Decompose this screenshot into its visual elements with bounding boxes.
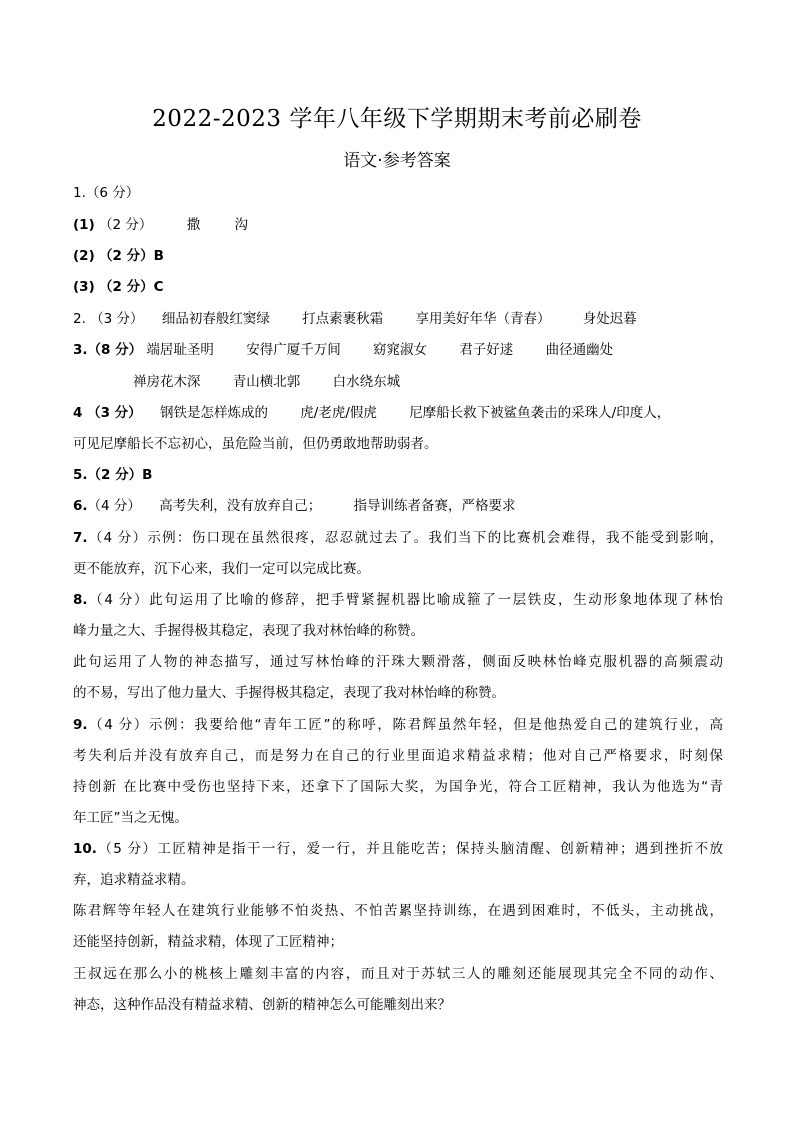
q1-sub1-num: (1) (73, 217, 95, 233)
q9-line-1 (73, 716, 723, 734)
q10-text-1: （5 分）工匠精神是指干一行，爱一行，并且能吃苦；保持头脑清醒、创新精神；遇到挫折不放 (96, 841, 723, 857)
q1-sub1 (73, 216, 723, 234)
q9-line-3: 持创新 在比赛中受伤也坚持下来，还拿下了国际大奖，为国争光，符合工匠精神，我认为他选为“青 (73, 779, 723, 795)
q8-line-3: 此句运用了人物的神态描写，通过写林怡峰的汗珠大颗滑落，侧面反映林怡峰克服机器的高频震动 (73, 654, 723, 670)
q9-text-1: （4 分）示例：我要给他“青年工匠”的称呼，陈君辉虽然年轻，但是他热爱自己的建筑行业，高 (87, 717, 723, 733)
q3-answer-8: 白水绕东城 (332, 374, 401, 390)
q2-answer-3: 享用美好年华（青春） (415, 311, 551, 327)
q3-answer-2: 安得广厦千万间 (246, 342, 341, 358)
q5-line (73, 466, 723, 484)
q1-sub3-text: （2 分）C (99, 279, 164, 295)
q2-answer-4: 身处迟暮 (582, 311, 637, 327)
q3-answer-3: 窈窕淑女 (373, 342, 428, 358)
q4-answer-3: 尼摩船长救下被鲨鱼袭击的采珠人/印度人， (409, 405, 671, 421)
q3-line-1 (73, 341, 723, 359)
q2-head: 2. （3 分） (73, 311, 144, 327)
q3-answer-7: 青山横北郭 (232, 374, 301, 390)
q1-sub3 (73, 278, 723, 296)
q9-line-2: 考失利后并没有放弃自己，而是努力在自己的行业里面追求精益求精；他对自己严格要求，时刻保 (73, 748, 723, 764)
q1-head: 1.（6 分） (73, 185, 140, 201)
page-title: 2022-2023 学年八年级下学期期末考前必刷卷 (152, 106, 642, 132)
q3-line-2 (133, 373, 783, 391)
q1-sub3-num: (3) (73, 279, 95, 295)
q3-head: 3.（8 分） (73, 342, 143, 358)
q1-sub2-text: （2 分）B (99, 248, 164, 264)
q10-line-3: 陈君辉等年轻人在建筑行业能够不怕炎热、不怕苦累坚持训练，在遇到困难时，不低头，主动挑战， (73, 903, 723, 919)
q1-heading (73, 184, 723, 202)
q6-line (73, 497, 723, 515)
q10-line-1 (73, 840, 723, 858)
q7-text-1: （4 分）示例：伤口现在虽然很疼，忍忍就过去了。我们当下的比赛机会难得，我不能受到影响， (87, 530, 723, 546)
q5-head: 5. (73, 467, 88, 483)
q7-head: 7. (73, 530, 88, 546)
q6-answer-2: 指导训练者备赛，严格要求 (353, 498, 516, 514)
q8-text-1: （4 分）此句运用了比喻的修辞，把手臂紧握机器比喻成箍了一层铁皮，生动形象地体现了林怡 (87, 592, 723, 608)
q4-answer-1: 钢铁是怎样炼成的 (159, 405, 268, 421)
q4-line-2: 可见尼摩船长不忘初心，虽危险当前，但仍勇敢地帮助弱者。 (73, 436, 438, 452)
q3-answer-6: 禅房花木深 (133, 374, 201, 390)
q2-answer-2: 打点素裹秋霜 (302, 311, 384, 327)
q1-sub2-num: (2) (73, 248, 95, 264)
q1-sub2 (73, 247, 723, 265)
q2-answer-1: 细品初春般红窦绿 (161, 311, 270, 327)
q1-sub1-answer-b: 沟 (234, 217, 249, 233)
q1-sub1-score: （2 分） (99, 217, 153, 233)
q7-line-2: 更不能放弃，沉下心来，我们一定可以完成比赛。 (73, 561, 370, 577)
q8-line-4: 的不易，写出了他力量大、手握得极其稳定，表现了我对林怡峰的称赞。 (73, 685, 505, 701)
q10-line-6: 神态，这种作品没有精益求精、创新的精神怎么可能雕刻出来？ (73, 997, 451, 1013)
q6-answer-1: 高考失利，没有放弃自己； (159, 498, 322, 514)
q3-answer-1: 端居耻圣明 (146, 342, 214, 358)
q10-line-2: 弃，追求精益求精。 (73, 872, 195, 888)
page-subtitle: 语文·参考答案 (343, 151, 451, 171)
q2-line (73, 310, 723, 328)
q3-answer-5: 曲径通幽处 (545, 342, 614, 358)
q3-answer-4: 君子好逑 (459, 342, 514, 358)
q4-answer-2: 虎/老虎/假虎 (300, 405, 377, 421)
q4-line-1 (73, 404, 723, 422)
q7-line-1 (73, 529, 723, 547)
q5-text: （2 分）B (87, 467, 153, 483)
q10-line-4: 还能坚持创新，精益求精，体现了工匠精神； (73, 934, 343, 950)
q8-line-2: 峰力量之大、手握得极其稳定，表现了我对林怡峰的称赞。 (73, 623, 424, 639)
q4-head: 4 （3 分） (73, 405, 142, 421)
q1-sub1-answer-a: 撒 (186, 217, 201, 233)
q8-head: 8. (73, 592, 88, 608)
q9-head: 9. (73, 717, 88, 733)
q6-score: （4 分） (87, 498, 141, 514)
q6-head: 6. (73, 498, 88, 514)
q9-line-4: 年工匠”当之无愧。 (73, 810, 188, 826)
q10-head: 10. (73, 841, 97, 857)
q8-line-1 (73, 591, 723, 609)
q10-line-5: 王叔远在那么小的桃核上雕刻丰富的内容，而且对于苏轼三人的雕刻还能展现其完全不同的动作、 (73, 966, 723, 982)
